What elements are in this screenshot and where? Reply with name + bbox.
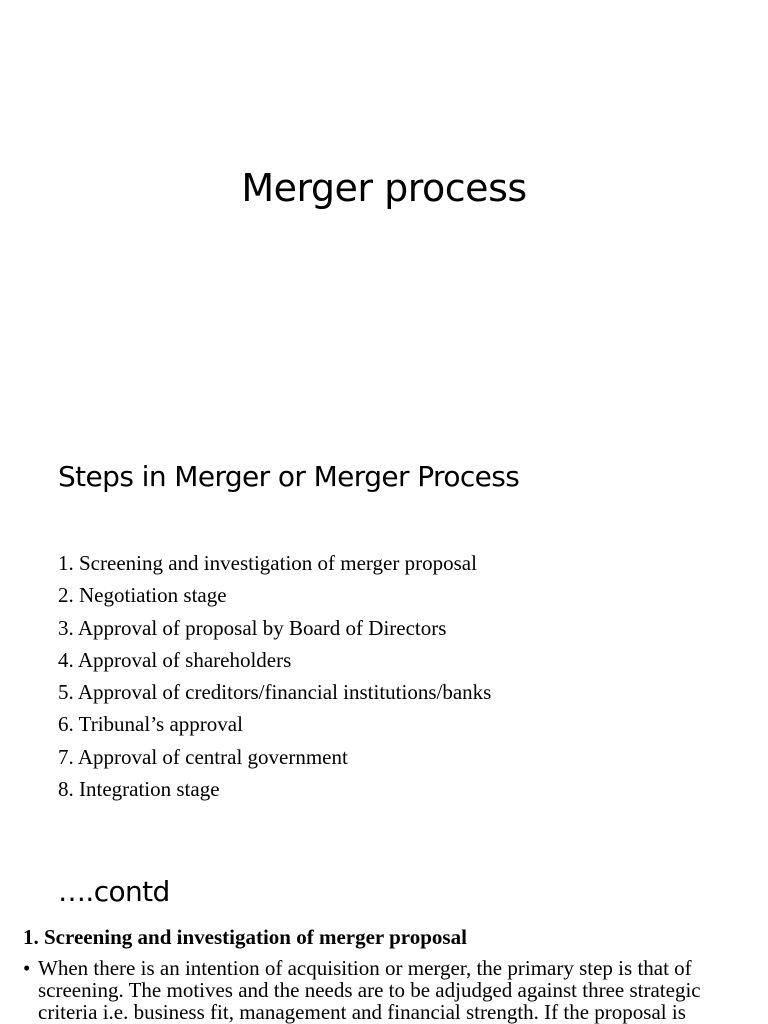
slide-contd <box>0 864 768 1024</box>
list-item: 5. Approval of creditors/financial institutions/banks <box>58 680 492 705</box>
text-line: When there is an intention of acquisition or merger, the primary step is that of <box>38 956 692 980</box>
section-heading: 1. Screening and investigation of merger proposal <box>23 925 467 949</box>
steps-heading: Steps in Merger or Merger Process <box>58 460 520 493</box>
list-item: 2. Negotiation stage <box>58 583 227 608</box>
text-line: criteria i.e. business fit, management and financial strength. If the proposal is <box>38 1000 686 1024</box>
list-item: 4. Approval of shareholders <box>58 647 292 672</box>
list-item: 7. Approval of central government <box>58 744 348 769</box>
bullet-paragraph <box>23 957 753 1023</box>
list-item: 1. Screening and investigation of merger proposal <box>58 551 477 575</box>
slide-title <box>0 0 768 432</box>
list-item: 3. Approval of proposal by Board of Directors <box>58 615 447 640</box>
slide-title-text: Merger process <box>241 166 527 210</box>
list-item: 8. Integration stage <box>58 777 220 802</box>
bullet-marker: • <box>23 956 31 980</box>
contd-heading: ….contd <box>58 875 170 908</box>
text-line: screening. The motives and the needs are to be adjudged against three strategic <box>38 978 701 1002</box>
list-item: 6. Tribunal’s approval <box>58 712 243 737</box>
slide-steps <box>0 432 768 864</box>
bullet-text <box>23 957 753 1023</box>
steps-list <box>58 550 491 808</box>
